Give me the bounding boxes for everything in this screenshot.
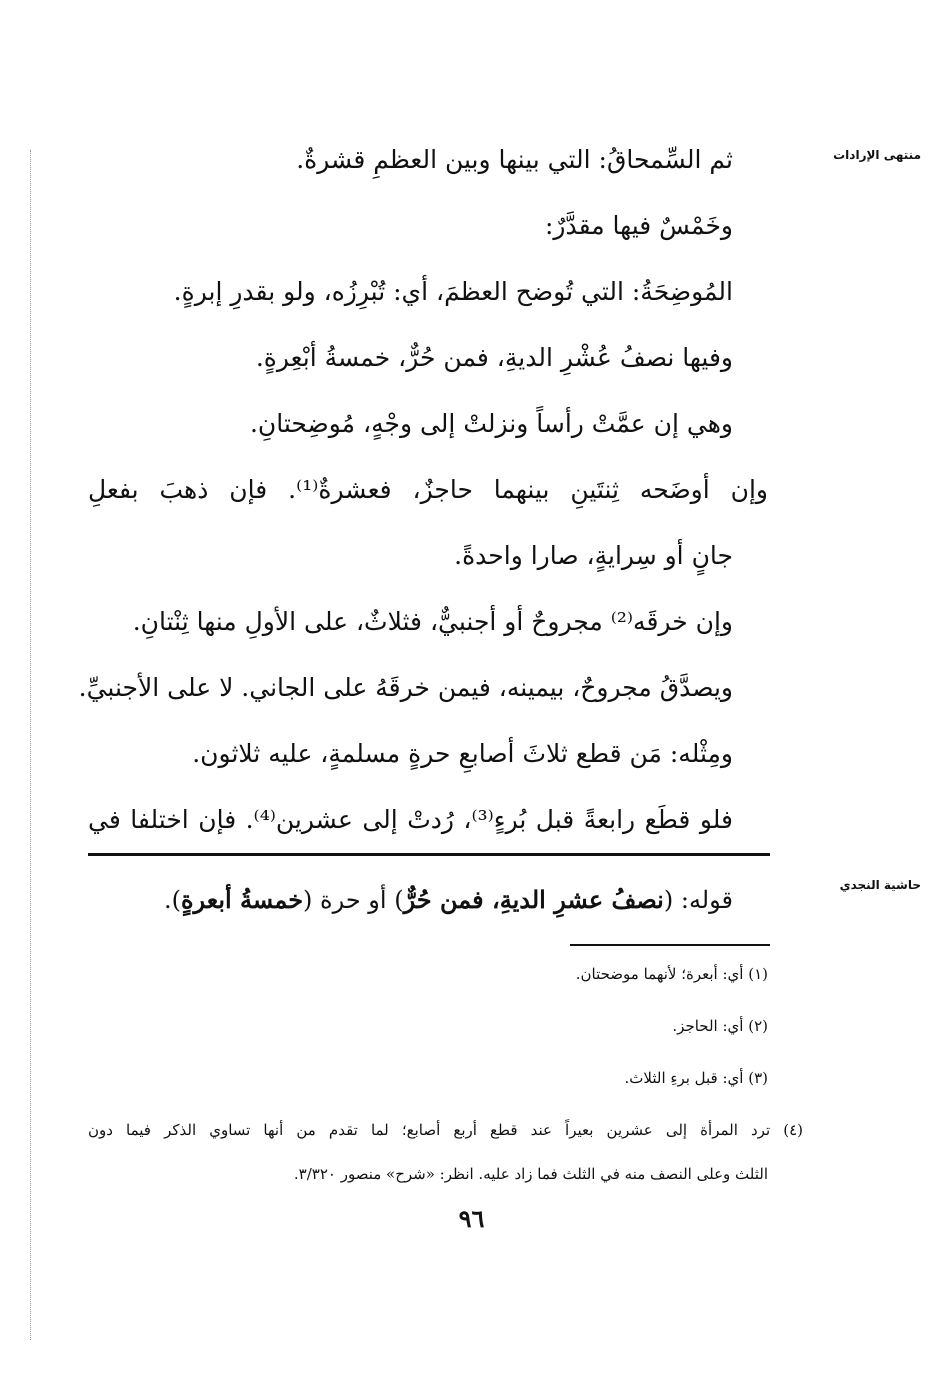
main-text-line: وخَمْسٌ فيها مقدَّرٌ: — [544, 211, 733, 240]
footnote-divider — [570, 944, 770, 946]
running-header-commentary-title: حاشية النجدي — [839, 878, 921, 892]
main-text-line: جانٍ أو سِرايةٍ، صارا واحدةً. — [454, 541, 733, 570]
footnote-2: (٢) أي: الحاجز. — [672, 1017, 768, 1035]
main-text-line: ويصدَّقُ مجروحٌ، بيمينه، فيمن خرقَهُ على الجاني. لا على الأجنبيِّ. — [78, 673, 733, 702]
main-text-block — [78, 145, 768, 871]
main-text-line: وهي إن عمَّتْ رأساً ونزلتْ إلى وجْهٍ، مُوضِحتانِ. — [249, 409, 733, 438]
main-text-line: وفيها نصفُ عُشْرِ الديةِ، فمن حُرٌّ، خمسةُ أبْعِرةٍ. — [255, 343, 733, 372]
main-text-line: ومِثْله: مَن قطع ثلاثَ أصابعِ حرةٍ مسلمةٍ، عليه ثلاثون. — [192, 739, 733, 768]
footnote-4 — [88, 1118, 803, 1186]
commentary-quote-1: نصفُ عشرِ الديةِ، فمن حُرٌّ — [403, 885, 664, 914]
main-text-line: ثم السِّمحاقُ: التي بينها وبين العظمِ قشرةٌ. — [296, 145, 733, 174]
footnote-4-line-2: الثلث وعلى النصف منه في الثلث فما زاد عليه. انظر: «شرح» منصور ٣/٣٢٠. — [293, 1165, 768, 1183]
page-number: ٩٦ — [458, 1204, 485, 1233]
commentary-line — [164, 885, 733, 915]
commentary-prefix: قوله: ( — [663, 886, 733, 914]
main-text-line: فلو قطَع رابعةً قبل بُرءٍ⁽³⁾، رُدتْ إلى عشرين⁽⁴⁾. فإن اختلفا في — [88, 805, 733, 834]
footnote-1: (١) أي: أبعرة؛ لأنهما موضحتان. — [575, 965, 768, 983]
main-text-line: المُوضِحَةُ: التي تُوضح العظمَ، أي: تُبْرِزُه، ولو بقدرِ إبرةٍ. — [173, 277, 733, 306]
running-header-book-title: منتهى الإرادات — [833, 148, 921, 162]
commentary-quote-2: خمسةُ أبعرةٍ — [180, 885, 304, 914]
footnote-3: (٣) أي: قبل برءِ الثلاث. — [624, 1069, 768, 1087]
commentary-suffix: ). — [163, 886, 181, 914]
binding-edge-dots — [30, 150, 31, 1340]
commentary-middle: ) أو حرة ( — [303, 886, 404, 914]
section-divider — [88, 853, 770, 856]
footnotes-block — [88, 962, 803, 1186]
main-text-line: وإن أوضَحه ثِنتَينِ بينهما حاجزٌ، فعشرةٌ⁽¹⁾. فإن ذهبَ بفعلِ — [88, 475, 768, 504]
footnote-4-line-1: (٤) ترد المرأة إلى عشرين بعيراً عند قطع أربع أصابع؛ لما تقدم من أنها تساوي الذكر فيما دون — [88, 1121, 803, 1139]
main-text-line: وإن خرقَه⁽²⁾ مجروحٌ أو أجنبيٌّ، فثلاثٌ، على الأولِ منها ثِنْتانِ. — [132, 607, 733, 636]
